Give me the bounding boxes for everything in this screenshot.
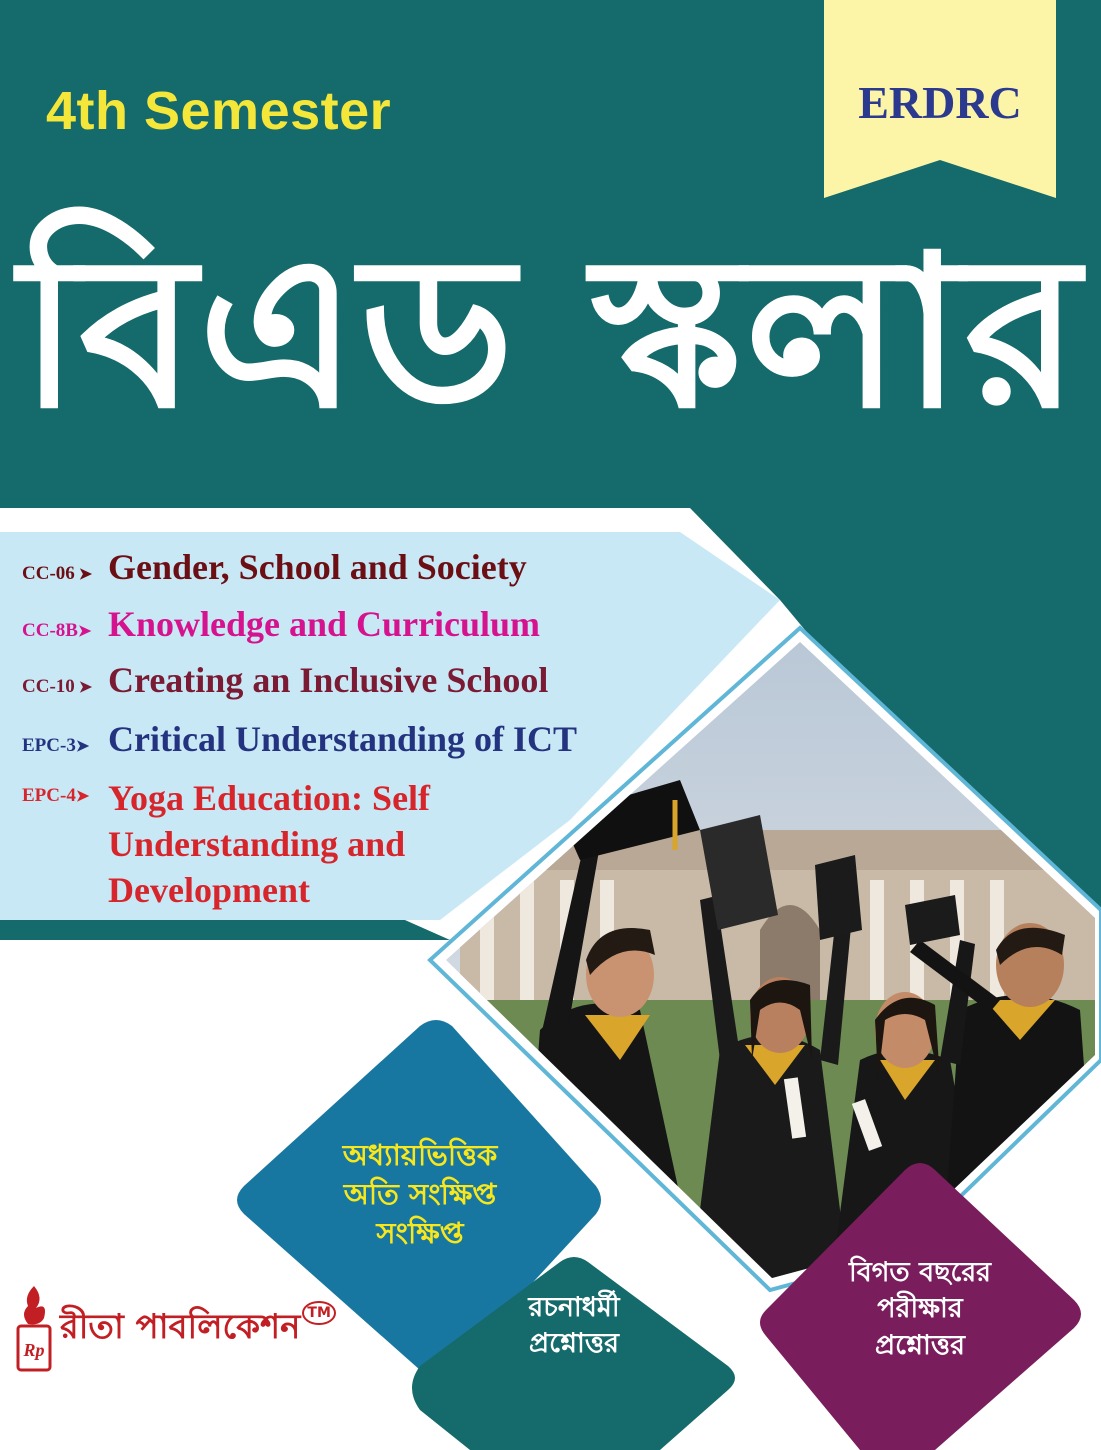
course-code: CC-8B➤: [22, 620, 92, 641]
course-item: [22, 775, 430, 913]
course-name: Gender, School and Society: [108, 547, 527, 587]
publisher: [14, 1284, 336, 1374]
course-item: [22, 544, 527, 590]
course-code: CC-06 ➤: [22, 563, 93, 584]
book-title: বিএড স্কলার: [19, 210, 1082, 455]
course-name: Creating an Inclusive School: [108, 660, 549, 700]
course-item: [22, 657, 548, 703]
course-code: EPC-3➤: [22, 735, 90, 756]
publisher-logo-icon: [14, 1284, 54, 1374]
course-name: Critical Understanding of ICT: [108, 719, 578, 759]
course-name: Yoga Education: Self Understanding and Development: [108, 778, 431, 910]
course-name: Knowledge and Curriculum: [108, 604, 541, 644]
publisher-name: রীতা পাবলিকেশন: [60, 1306, 301, 1347]
course-code: CC-10 ➤: [22, 676, 93, 697]
course-code: EPC-4➤: [22, 785, 90, 806]
tag-previous-years-text: বিগত বছরের পরীক্ষার প্রশ্নোত্তর: [848, 1257, 992, 1361]
semester-label: 4th Semester: [46, 81, 392, 141]
svg-text:Rp: Rp: [23, 1340, 45, 1360]
course-item: [22, 601, 540, 647]
course-item: [22, 716, 577, 762]
erdrc-badge-label: ERDRC: [858, 77, 1022, 128]
tag-chapter-wise-text: অধ্যায়ভিত্তিক অতি সংক্ষিপ্ত সংক্ষিপ্ত: [342, 1138, 498, 1251]
tag-descriptive-text: রচনাধর্মী প্রশ্নোত্তর: [528, 1292, 620, 1360]
trademark-mark: TM: [302, 1301, 335, 1325]
